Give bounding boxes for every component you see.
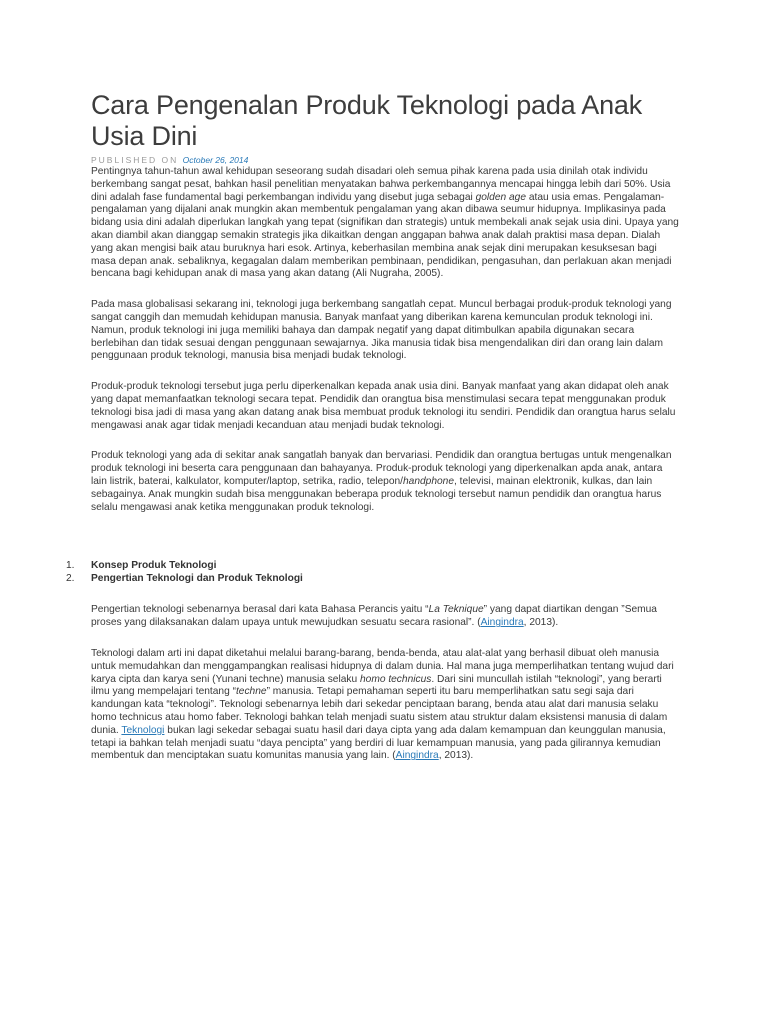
golden-age-term: golden age [475,191,526,203]
homo-technicus-term: homo technicus [360,673,432,685]
teknologi-link[interactable]: Teknologi [121,724,165,736]
published-date-link[interactable]: October 26, 2014 [182,155,249,165]
list-number: 2. [66,573,75,585]
list-item-label: Pengertian Teknologi dan Produk Teknologi [91,573,303,585]
list-item [66,572,681,585]
published-meta [91,155,681,165]
la-teknique-term: La Teknique [428,604,484,616]
handphone-term: handphone [403,475,455,487]
list-number: 1. [66,560,75,572]
published-label: PUBLISHED ON [91,155,179,165]
aingindra-link[interactable]: Aingindra [395,750,439,762]
paragraph-5: Pengertian teknologi sebenarnya berasal dari kata Bahasa Perancis yaitu “La Teknique” yang dapat diartikan dengan ”Semua proses yang dilaksanakan dalam upaya untuk mewujudkan sesuatu secara rasional”. (Aingindra, 2013). [91,604,657,629]
list-item [66,559,681,572]
article [66,90,681,763]
paragraph-1: Pentingnya tahun-tahun awal kehidupan seseorang sudah disadari oleh semua pihak karena pada usia dinilah otak individu berkembang sangat pesat, bahkan hasil penelitian menyatakan bahwa perkembangannya mencapai hingga lebih dari 50%. Usia dini adalah fase fundamental bagi perkembangan individu yang disebut juga sebagai golden age atau usia emas. Pengalaman-pengalaman yang dijalani anak mungkin akan membentuk pengalaman yang akan dibawa seumur hidupnya. Implikasinya pada bidang usia dini adalah diperlukan langkah yang tepat (signifikan dan strategis) untuk membekali anak sejak usia dini. Upaya yang akan diambil akan dianggap semakin strategis jika dikaitkan dengan anggapan bahwa anak dalah praktisi masa depan. Dialah yang akan mengisi baik atau buruknya hari esok. Artinya, keberhasilan membina anak sejak dini merupakan kesuksesan bagi masa depan anak. sebaliknya, kegagalan dalam memberikan pembinaan, pendidikan, pengasuhan, dan perlakuan akan menjadi bencana bagi kehidupan anak di masa yang akan datang (Ali Nugraha, 2005). [91,166,679,280]
paragraph-6: Teknologi dalam arti ini dapat diketahui melalui barang-barang, benda-benda, atau alat-alat yang berhasil dibuat oleh manusia untuk memudahkan dan menggampangkan realisasi hidupnya di dalam dunia. Hal mana juga memperlihatkan tentang wujud dari karya cipta dan karya seni (Yunani techne) manusia selaku homo technicus. Dari sini muncullah istilah “teknologi”, yang berarti ilmu yang mempelajari tentang “techne” manusia. Tetapi pemahaman seperti itu baru memperlihatkan satu segi saja dari kandungan kata “teknologi”. Teknologi sebenarnya lebih dari sekedar penciptaan barang, benda atau alat dari manusia selaku homo technicus atau homo faber. Teknologi bahkan telah menjadi suatu sistem atau struktur dalam eksistensi manusia di dalam dunia. Teknologi bukan lagi sekedar sebagai suatu hasil dari daya cipta yang ada dalam kemampuan dan keunggulan manusia, tetapi ia bahkan telah menjadi suatu “daya pencipta” yang berdiri di luar kemampuan manusia, yang pada gilirannya kemudian membentuk dan menciptakan suatu komunitas manusia yang lain. (Aingindra, 2013). [91,647,674,762]
page-title: Cara Pengenalan Produk Teknologi pada Anak Usia Dini [91,90,643,151]
paragraph-2: Pada masa globalisasi sekarang ini, teknologi juga berkembang sangatlah cepat. Muncul berbagai produk-produk teknologi yang sangat canggih dan memudah kehidupan manusia. Banyak manfaat yang diberikan karena kemunculan produk teknologi ini. Namun, produk teknologi ini juga memiliki bahaya dan dampak negatif yang dapat ditimbulkan apabila digunakan secara berlebihan dan tidak sesuai dengan penggunaan sewajarnya. Jika manusia tidak bisa mengendalikan diri dan orang lain dalam penggunaan produk teknologi, manusia bisa menjadi budak teknologi. [91,299,672,362]
list-item-label: Konsep Produk Teknologi [91,560,217,572]
topic-list [66,559,681,585]
paragraph-3: Produk-produk teknologi tersebut juga perlu diperkenalkan kepada anak usia dini. Banyak manfaat yang akan didapat oleh anak yang dapat memanfaatkan teknologi secara tepat. Pendidik dan orangtua bisa menstimulasi secara tepat menggunakan produk teknologi bisa jadi di masa yang akan datang anak bisa membuat produk teknologi itu sendiri. Pendidik dan orangtua harus selalu mengawasi anak agar tidak menjadi kecanduan atau menjadi budak teknologi. [91,381,676,431]
aingindra-link[interactable]: Aingindra [480,617,524,629]
paragraph-4: Produk teknologi yang ada di sekitar anak sangatlah banyak dan bervariasi. Pendidik dan orangtua bertugas untuk mengenalkan produk teknologi ini beserta cara penggunaan dan bahayanya. Produk-produk teknologi yang diperkenalkan apda anak, antara lain listrik, baterai, kalkulator, komputer/laptop, setrika, radio, telepon/handphone, televisi, mainan elektronik, kulkas, dan lain sebagainya. Anak mungkin sudah bisa menggunakan beberapa produk teknologi tersebut namun pendidik dan orangtua harus selalu mengawasi anak ketika menggunakan produk teknologi. [91,450,672,513]
techne-term: techne [235,686,267,698]
